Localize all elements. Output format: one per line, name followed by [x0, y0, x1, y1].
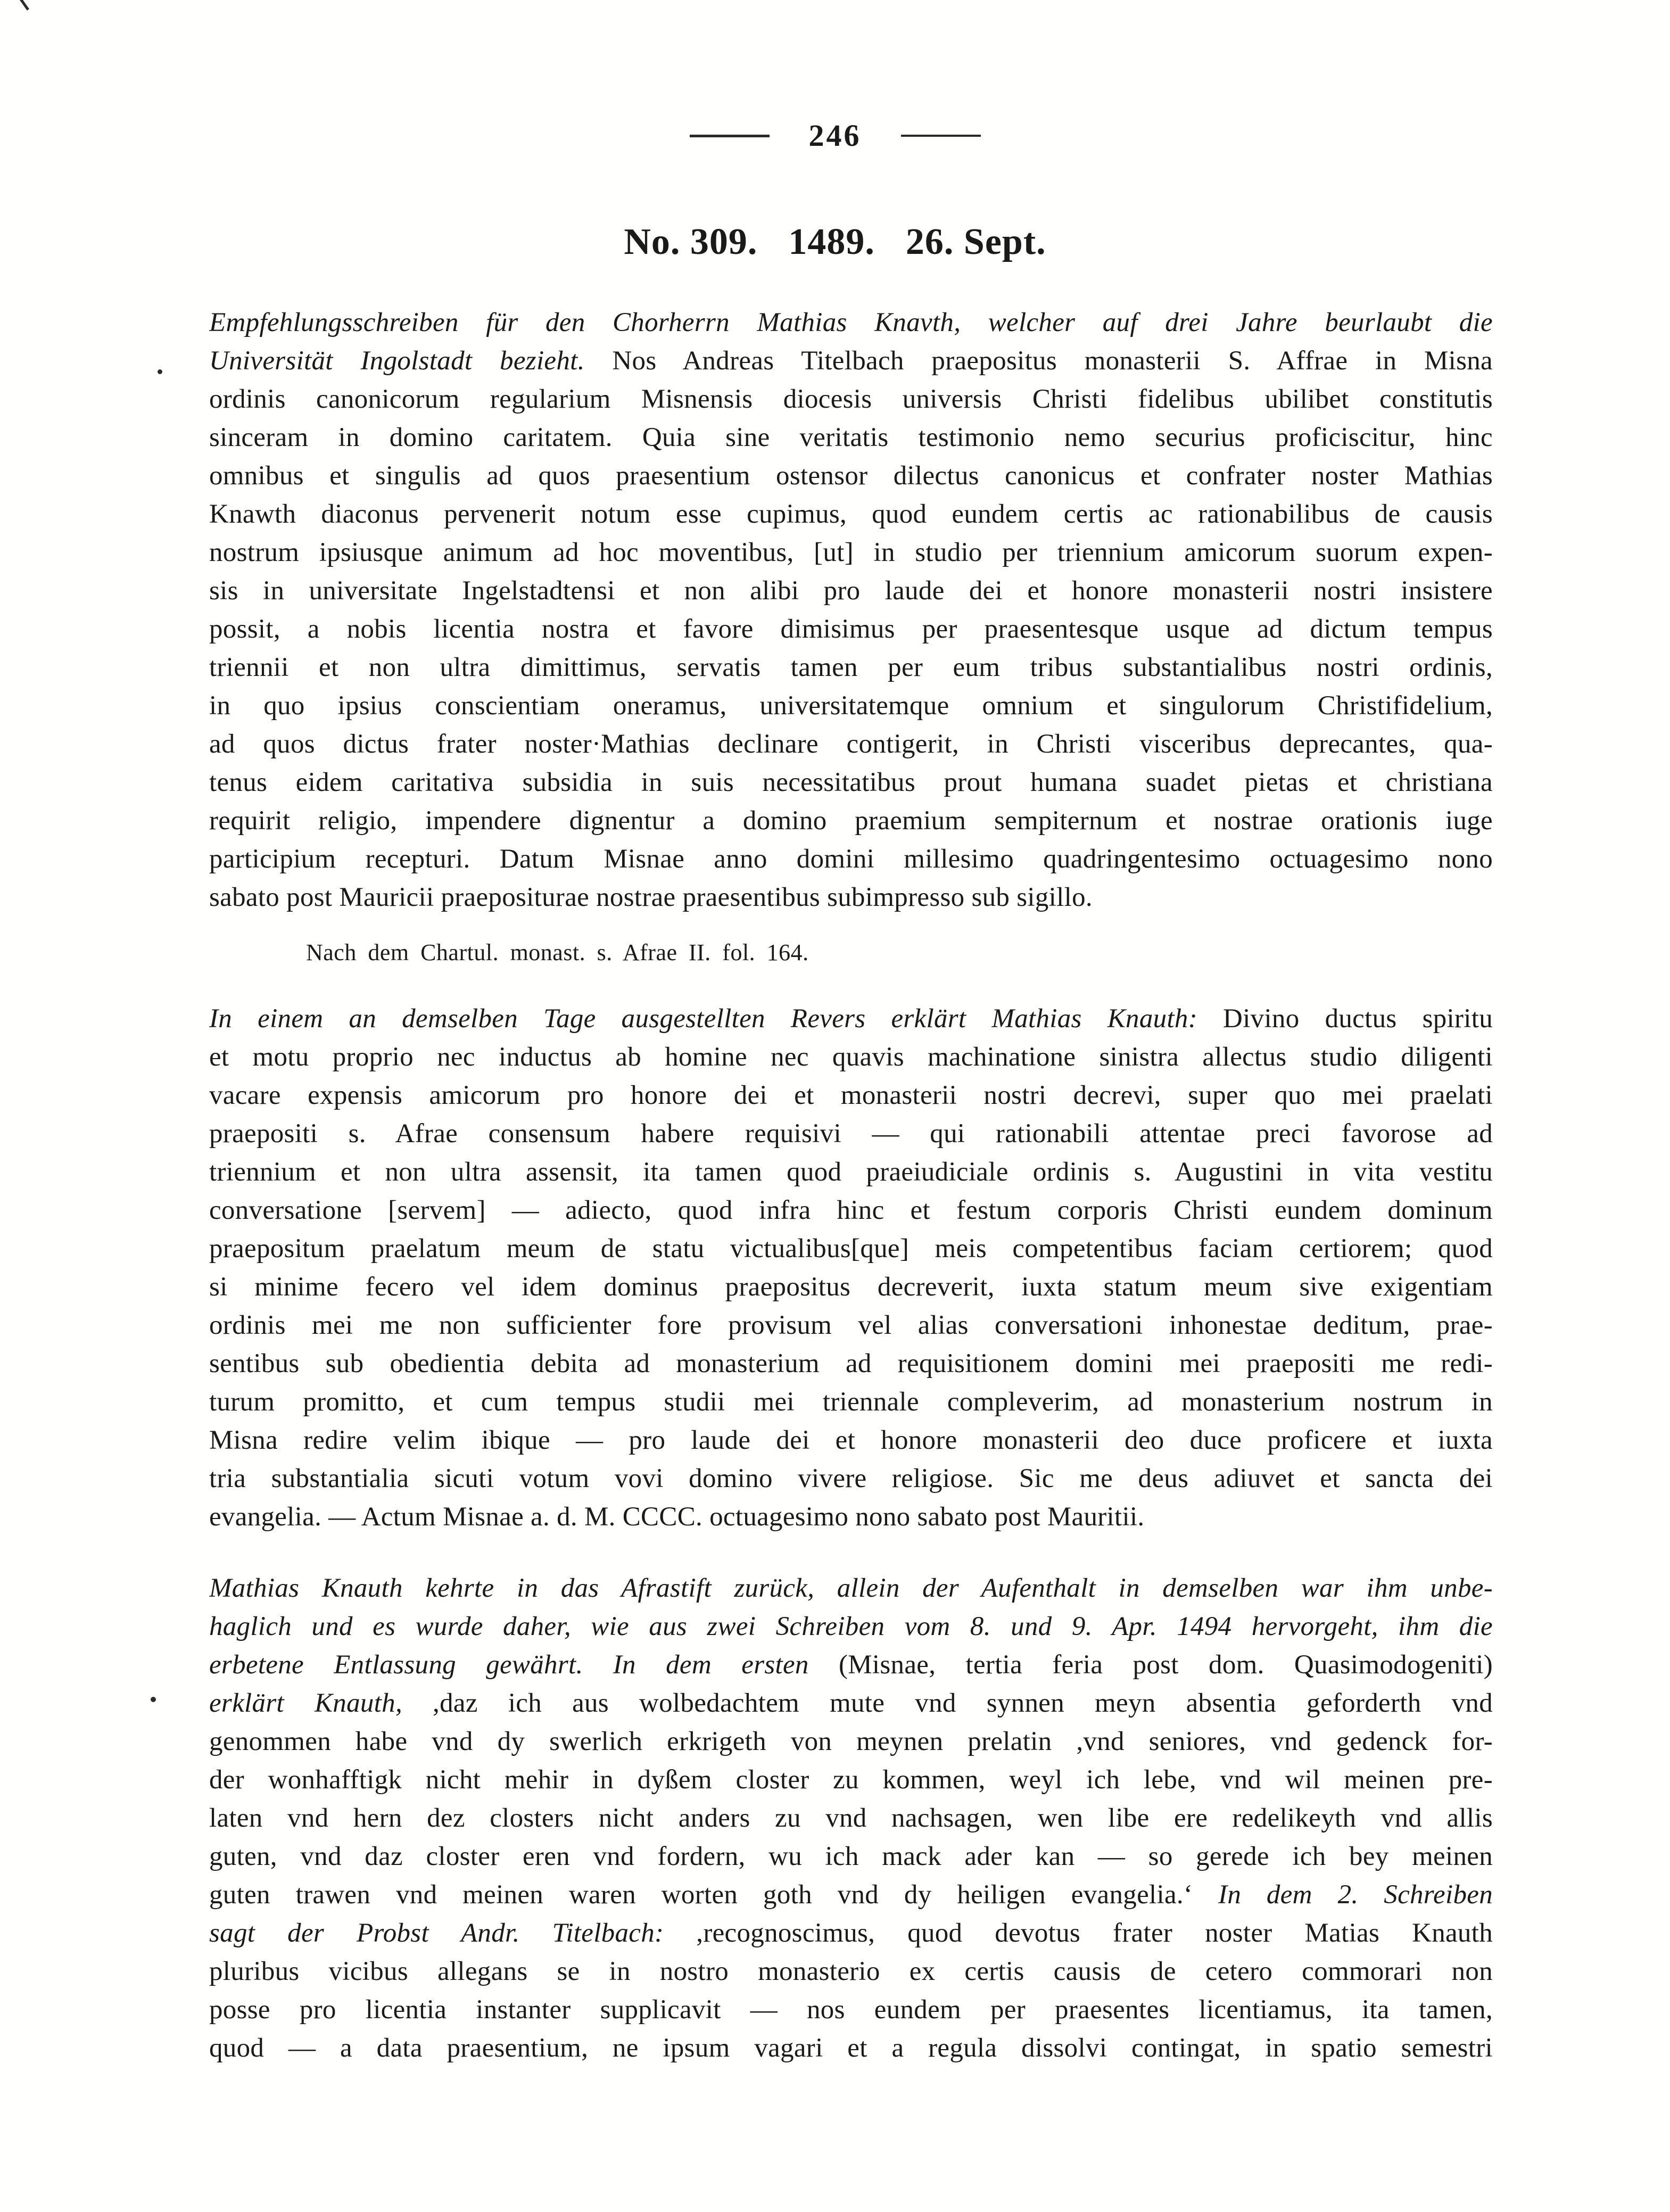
roman-text-segment: requirit religio, impendere dignentur a domino praemium sempiternum et nostrae orationis iuge — [209, 806, 1493, 836]
heading-document-number: No. 309. — [624, 221, 758, 262]
source-note: Nach dem Chartul. monast. s. Afrae II. fol. 164. — [306, 939, 809, 965]
text-line — [209, 457, 1493, 495]
header-rule-right — [901, 135, 981, 137]
text-line — [209, 1722, 1493, 1761]
text-line — [209, 1684, 1493, 1722]
text-line — [209, 1991, 1493, 2029]
text-line — [209, 1876, 1493, 1914]
heading-year: 1489. — [788, 221, 875, 262]
text-line — [209, 533, 1493, 572]
text-line — [209, 878, 1493, 917]
italic-text-segment: Mathias Knauth kehrte in das Afrastift zurück, allein der Aufenthalt in demselben war ihm unbe- — [209, 1573, 1493, 1603]
roman-text-segment: ordinis canonicorum regularium Misnensis diocesis universis Christi fidelibus ubilibet constitutis — [209, 384, 1493, 414]
roman-text-segment: genommen habe vnd dy swerlich erkrigeth von meynen prelatin ,vnd seniores, vnd gedenck for- — [209, 1727, 1493, 1756]
roman-text-segment: praepositum praelatum meum de statu victualibus[que] meis competentibus faciam certiorem; quod — [209, 1234, 1493, 1264]
text-line — [209, 1344, 1493, 1383]
text-line — [209, 1837, 1493, 1876]
roman-text-segment: sis in universitate Ingelstadtensi et non alibi pro laude dei et honore monasterii nostri insistere — [209, 576, 1493, 606]
italic-text-segment: sagt der Probst Andr. Titelbach: — [209, 1918, 697, 1948]
text-line — [209, 802, 1493, 840]
roman-text-segment: triennii et non ultra dimittimus, servatis tamen per eum tribus substantialibus nostri ordinis, — [209, 653, 1493, 682]
roman-text-segment: praepositi s. Afrae consensum habere requisivi — qui rationabili attentae preci favorose ad — [209, 1119, 1493, 1149]
text-line — [209, 1383, 1493, 1421]
text-line — [209, 1115, 1493, 1153]
text-line — [209, 418, 1493, 457]
paragraph-entlassung — [209, 1569, 1493, 2067]
text-line — [209, 380, 1493, 418]
print-artifact-dot — [151, 1697, 156, 1702]
roman-text-segment: quod — a data praesentium, ne ipsum vagari et a regula dissolvi contingat, in spatio semestri — [209, 2033, 1493, 2063]
text-line — [209, 1038, 1493, 1076]
text-line — [209, 1761, 1493, 1799]
print-artifact-speck — [20, 0, 29, 11]
roman-text-segment: sabato post Mauricii praepositurae nostrae praesentibus subimpresso sub sigillo. — [209, 882, 1093, 912]
italic-text-segment: haglich und es wurde daher, wie aus zwei Schreiben vom 8. und 9. Apr. 1494 hervorgeht, ihm die — [209, 1612, 1493, 1641]
roman-text-segment: vacare expensis amicorum pro honore dei et monasterii nostri decrevi, super quo mei praelati — [209, 1080, 1493, 1110]
print-artifact-dot — [158, 369, 162, 374]
italic-text-segment: erbetene Entlassung gewährt. In dem ersten — [209, 1650, 839, 1680]
text-line — [209, 840, 1493, 878]
roman-text-segment: in quo ipsius conscientiam oneramus, universitatemque omnium et singulorum Christifidelium, — [209, 691, 1493, 721]
italic-text-segment: In einem an demselben Tage ausgestellten Revers erklärt Mathias Knauth: — [209, 1004, 1198, 1034]
text-line — [209, 303, 1493, 342]
roman-text-segment: turum promitto, et cum tempus studii mei triennale compleverim, ad monasterium nostrum in — [209, 1387, 1493, 1417]
text-line — [209, 763, 1493, 802]
text-line — [209, 1459, 1493, 1498]
text-line — [209, 725, 1493, 763]
roman-text-segment: tria substantialia sicuti votum vovi domino vivere religiose. Sic me deus adiuvet et sancta dei — [209, 1464, 1493, 1493]
paragraph-empfehlungsschreiben — [209, 303, 1493, 917]
paragraph-revers — [209, 1000, 1493, 1536]
text-line — [209, 687, 1493, 725]
roman-text-segment: guten trawen vnd meinen waren worten goth vnd dy heiligen evangelia.‘ — [209, 1880, 1193, 1910]
text-line — [209, 1306, 1493, 1344]
italic-text-segment: Universität Ingolstadt bezieht. — [209, 346, 585, 376]
roman-text-segment: ,daz ich aus wolbedachtem mute vnd synnen meyn absentia geforderth vnd — [433, 1688, 1493, 1718]
text-line — [209, 1646, 1493, 1684]
roman-text-segment: Divino ductus spiritu — [1197, 1004, 1493, 1034]
roman-text-segment: omnibus et singulis ad quos praesentium ostensor dilectus canonicus et confrater noster Mathias — [209, 461, 1493, 491]
roman-text-segment: si minime fecero vel idem dominus praepositus decreverit, iuxta statum meum sive exigentiam — [209, 1272, 1493, 1302]
italic-text-segment: Empfehlungsschreiben für den Chorherrn Mathias Knavth, welcher auf drei Jahre beurlaubt die — [209, 308, 1493, 337]
roman-text-segment: posse pro licentia instanter supplicavit — nos eundem per praesentes licentiamus, ita tamen, — [209, 1995, 1493, 2025]
roman-text-segment: sentibus sub obedientia debita ad monasterium ad requisitionem domini mei praepositi me redi- — [209, 1349, 1493, 1379]
text-line — [209, 1607, 1493, 1646]
text-line — [209, 1076, 1493, 1115]
roman-text-segment: der wonhafftigk nicht mehir in dyßem closter zu kommen, weyl ich lebe, vnd wil meinen pre- — [209, 1765, 1493, 1795]
document-heading — [0, 221, 1670, 262]
text-line — [209, 1569, 1493, 1607]
text-line — [209, 572, 1493, 610]
italic-text-segment: erklärt Knauth, — [209, 1688, 433, 1718]
text-line — [209, 1229, 1493, 1268]
roman-text-segment: possit, a nobis licentia nostra et favore dimisimus per praesentesque usque ad dictum tempus — [209, 614, 1493, 644]
text-line — [209, 1268, 1493, 1306]
text-line — [209, 610, 1493, 648]
roman-text-segment: laten vnd hern dez closters nicht anders zu vnd nachsagen, wen libe ere redelikeyth vnd allis — [209, 1803, 1493, 1833]
page-header — [0, 120, 1670, 151]
italic-text-segment: In dem 2. Schreiben — [1193, 1880, 1493, 1910]
roman-text-segment: et motu proprio nec inductus ab homine nec quavis machinatione sinistra allectus studio diligenti — [209, 1042, 1493, 1072]
roman-text-segment: nostrum ipsiusque animum ad hoc moventibus, [ut] in studio per triennium amicorum suorum expen- — [209, 538, 1493, 567]
text-line — [209, 1191, 1493, 1229]
page-number: 246 — [808, 118, 862, 153]
text-line — [209, 1914, 1493, 1952]
roman-text-segment: participium recepturi. Datum Misnae anno domini millesimo quadringentesimo octuagesimo nono — [209, 844, 1493, 874]
roman-text-segment: ,recognoscimus, quod devotus frater noster Matias Knauth — [696, 1918, 1493, 1948]
roman-text-segment: tenus eidem caritativa subsidia in suis necessitatibus prout humana suadet pietas et christiana — [209, 767, 1493, 797]
text-line — [209, 495, 1493, 533]
roman-text-segment: sinceram in domino caritatem. Quia sine veritatis testimonio nemo securius proficiscitur, hinc — [209, 423, 1493, 452]
text-line — [209, 2029, 1493, 2067]
roman-text-segment: Nos Andreas Titelbach praepositus monasterii S. Affrae in Misna — [584, 346, 1493, 376]
roman-text-segment: conversatione [servem] — adiecto, quod infra hinc et festum corporis Christi eundem dominum — [209, 1195, 1493, 1225]
roman-text-segment: pluribus vicibus allegans se in nostro monasterio ex certis causis de cetero commorari non — [209, 1957, 1493, 1986]
text-line — [209, 1153, 1493, 1191]
text-line — [209, 1952, 1493, 1991]
roman-text-segment: guten, vnd daz closter eren vnd fordern, wu ich mack ader kan — so gerede ich bey meinen — [209, 1842, 1493, 1871]
roman-text-segment: ordinis mei me non sufficienter fore provisum vel alias conversationi inhonestae deditum, prae- — [209, 1310, 1493, 1340]
roman-text-segment: evangelia. — Actum Misnae a. d. M. CCCC. octuagesimo nono sabato post Mauritii. — [209, 1502, 1145, 1532]
text-line — [209, 1498, 1493, 1536]
roman-text-segment: Misna redire velim ibique — pro laude dei et honore monasterii deo duce proficere et iuxta — [209, 1425, 1493, 1455]
text-line — [209, 1799, 1493, 1837]
roman-text-segment: (Misnae, tertia feria post dom. Quasimodogeniti) — [838, 1650, 1493, 1680]
heading-date: 26. Sept. — [905, 221, 1046, 262]
text-line — [209, 342, 1493, 380]
text-line — [209, 648, 1493, 687]
roman-text-segment: ad quos dictus frater noster·Mathias declinare contigerit, in Christi visceribus deprecantes, qua- — [209, 729, 1493, 759]
header-rule-left — [690, 135, 770, 137]
text-line — [209, 1000, 1493, 1038]
roman-text-segment: triennium et non ultra assensit, ita tamen quod praeiudiciale ordinis s. Augustini in vita vestitu — [209, 1157, 1493, 1187]
roman-text-segment: Knawth diaconus pervenerit notum esse cupimus, quod eundem certis ac rationabilibus de causis — [209, 499, 1493, 529]
text-line — [209, 1421, 1493, 1459]
